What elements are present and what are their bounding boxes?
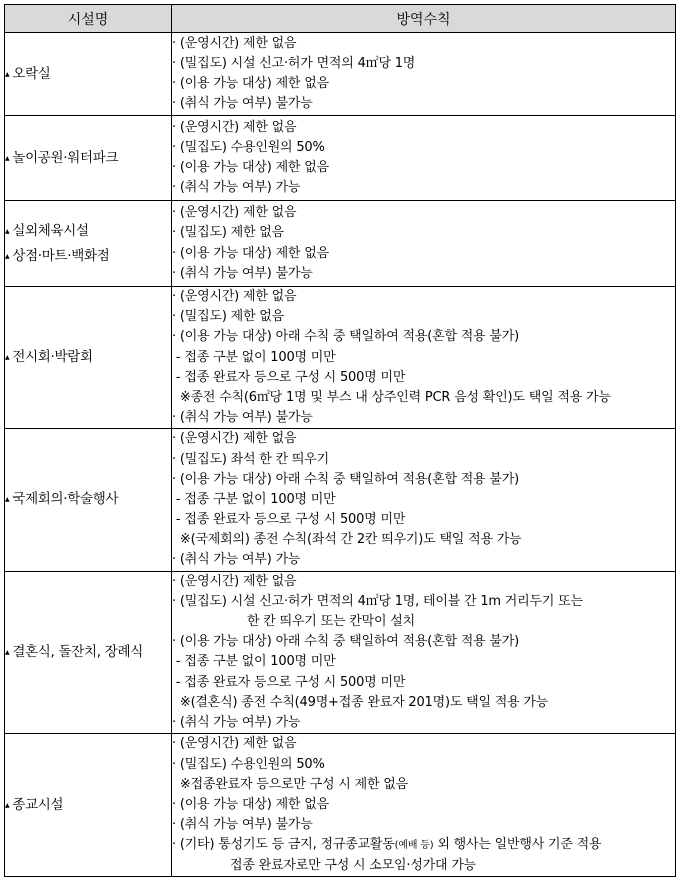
rule-line (172, 673, 675, 693)
table-row (5, 201, 676, 287)
rule-text: (이용 가능 대상) 제한 없음 (179, 76, 329, 91)
rule-text: (운영시간) 제한 없음 (179, 119, 297, 135)
rule-text: (이용 가능 대상) 아래 수칙 중 택일하여 적용(혼합 적용 불가) (179, 329, 519, 345)
rule-text: (취식 가능 여부) 가능 (179, 552, 301, 568)
rule-text: 접종 완료자로만 구성 시 소모임·성가대 가능 (230, 857, 477, 873)
rule-line (172, 755, 675, 775)
table-row (5, 287, 676, 429)
rules-cell (172, 734, 676, 877)
facility-name-cell (5, 287, 172, 429)
rule-text: 종전 수칙(6㎡당 1명 및 부스 내 상주인력 PCR 음성 확인)도 택일 적용 가능 (190, 389, 611, 405)
rule-line (172, 264, 675, 284)
rule-line (172, 550, 675, 570)
rule-line (172, 572, 675, 592)
rule-line (172, 74, 675, 94)
rule-line (172, 713, 675, 733)
rule-line (172, 327, 675, 347)
rules-cell (172, 429, 676, 571)
rule-line (172, 118, 675, 138)
rule-text: (운영시간) 제한 없음 (179, 573, 297, 589)
rule-line (172, 429, 675, 449)
rule-line (172, 530, 675, 550)
rule-line (172, 835, 675, 855)
rules-cell (172, 33, 676, 116)
facility-name: ▲ 국제회의·학술행사 (5, 487, 171, 512)
rule-line (172, 203, 675, 223)
rule-line (172, 408, 675, 428)
rules-column-header: 방역수칙 (172, 5, 676, 33)
facility-name-cell (5, 734, 172, 877)
rule-text: (국제회의) 종전 수칙(좌석 간 2칸 띄우기)도 택일 적용 가능 (190, 532, 522, 548)
rule-text: (취식 가능 여부) 불가능 (179, 817, 313, 833)
rule-text: (이용 가능 대상) 제한 없음 (179, 245, 329, 261)
rule-line (172, 612, 675, 632)
rule-text: (취식 가능 여부) 불가능 (179, 410, 313, 426)
rule-text: (취식 가능 여부) 가능 (179, 180, 301, 196)
rule-text: 접종 구분 없이 100명 미만 (184, 654, 336, 670)
rule-text: (운영시간) 제한 없음 (179, 736, 297, 752)
rule-text: (취식 가능 여부) 불가능 (179, 265, 313, 281)
facility-name: ▲ 전시회·박람회 (5, 345, 171, 370)
rule-line (172, 856, 675, 876)
rule-text: 접종 완료자 등으로 구성 시 500명 미만 (184, 674, 406, 690)
rule-line (172, 490, 675, 510)
table-header-row (5, 5, 676, 33)
rule-text: (운영시간) 제한 없음 (179, 35, 297, 51)
rule-line (172, 138, 675, 158)
rule-text: 한 칸 띄우기 또는 칸막이 설치 (247, 614, 415, 629)
rule-text: 접종 구분 없이 100명 미만 (184, 491, 336, 507)
facility-name: ▲ 실외체육시설 (5, 219, 171, 244)
rule-text: (이용 가능 대상) 아래 수칙 중 택일하여 적용(혼합 적용 불가) (179, 471, 519, 487)
rule-line (172, 178, 675, 198)
rules-cell (172, 201, 676, 287)
rule-line (172, 815, 675, 835)
facility-name-cell (5, 116, 172, 201)
rule-text: 접종 완료자 등으로 구성 시 500명 미만 (184, 369, 406, 385)
rule-small-note: (예배 등) (394, 840, 434, 852)
rule-line (172, 54, 675, 74)
rule-text: (밀집도) 수용인원의 50% (179, 756, 325, 772)
rule-text: (이용 가능 대상) 제한 없음 (179, 797, 329, 813)
rule-text: 접종완료자 등으로만 구성 시 제한 없음 (190, 776, 408, 792)
rule-text: (밀집도) 수용인원의 50% (179, 139, 325, 155)
facility-name: ▲ 상점·마트·백화점 (5, 244, 171, 269)
table-row (5, 734, 676, 877)
rule-line (172, 348, 675, 368)
facility-name: ▲ 오락실 (5, 62, 171, 87)
rule-text: (밀집도) 시설 신고·허가 면적의 4㎡당 1명 (179, 55, 416, 71)
rule-line (172, 734, 675, 754)
rule-text: (밀집도) 제한 없음 (179, 225, 284, 241)
rule-line (172, 158, 675, 178)
rule-text: 접종 완료자 등으로 구성 시 500명 미만 (184, 512, 406, 528)
rule-text: (밀집도) 시설 신고·허가 면적의 4㎡당 1명, 테이블 간 1m 거리두기 또는 (179, 593, 583, 609)
rule-text: (밀집도) 제한 없음 (179, 309, 284, 325)
rule-line (172, 652, 675, 672)
facility-column-header: 시설명 (5, 5, 172, 33)
rule-line (172, 368, 675, 388)
rule-text: (이용 가능 대상) 제한 없음 (179, 160, 329, 175)
rule-line (172, 307, 675, 327)
rule-text: (이용 가능 대상) 아래 수칙 중 택일하여 적용(혼합 적용 불가) (179, 634, 519, 650)
rule-line (172, 510, 675, 530)
rule-line (172, 592, 675, 612)
rule-text: (운영시간) 제한 없음 (179, 289, 297, 304)
table-row (5, 571, 676, 734)
table-row (5, 116, 676, 201)
rule-line (172, 94, 675, 114)
rule-text: (기타) 통성기도 등 금지, 정규종교활동 (179, 837, 395, 853)
facility-name-cell (5, 201, 172, 287)
facility-name-cell (5, 33, 172, 116)
rule-text: (결혼식) 종전 수칙(49명+접종 완료자 201명)도 택일 적용 가능 (190, 694, 549, 710)
rule-text: (밀집도) 좌석 한 칸 띄우기 (179, 451, 329, 467)
rule-line (172, 34, 675, 54)
rule-line (172, 388, 675, 408)
facility-name: ▲ 종교시설 (5, 793, 171, 818)
rule-line (172, 450, 675, 470)
table-row (5, 33, 676, 116)
table-row (5, 429, 676, 571)
rule-text: (취식 가능 여부) 불가능 (179, 96, 313, 112)
facility-name-cell (5, 571, 172, 734)
rules-cell (172, 287, 676, 429)
rule-line (172, 470, 675, 490)
rule-line (172, 287, 675, 307)
rules-cell (172, 571, 676, 734)
rule-text: (운영시간) 제한 없음 (179, 431, 297, 447)
rule-line (172, 795, 675, 815)
rule-line (172, 223, 675, 243)
table-body (5, 33, 676, 877)
facility-name: ▲ 놀이공원·워터파크 (5, 146, 171, 171)
rule-text-tail: 외 행사는 일반행사 기준 적용 (433, 837, 602, 853)
rule-line (172, 244, 675, 264)
facility-name: ▲ 결혼식, 돌잔치, 장례식 (5, 640, 171, 665)
rule-line (172, 693, 675, 713)
rule-text: 접종 구분 없이 100명 미만 (184, 349, 336, 365)
rule-text: (취식 가능 여부) 가능 (179, 714, 301, 730)
rule-line (172, 775, 675, 795)
quarantine-rules-table (4, 4, 676, 877)
rule-text: (운영시간) 제한 없음 (179, 205, 297, 221)
rule-line (172, 632, 675, 652)
rules-cell (172, 116, 676, 201)
facility-name-cell (5, 429, 172, 571)
